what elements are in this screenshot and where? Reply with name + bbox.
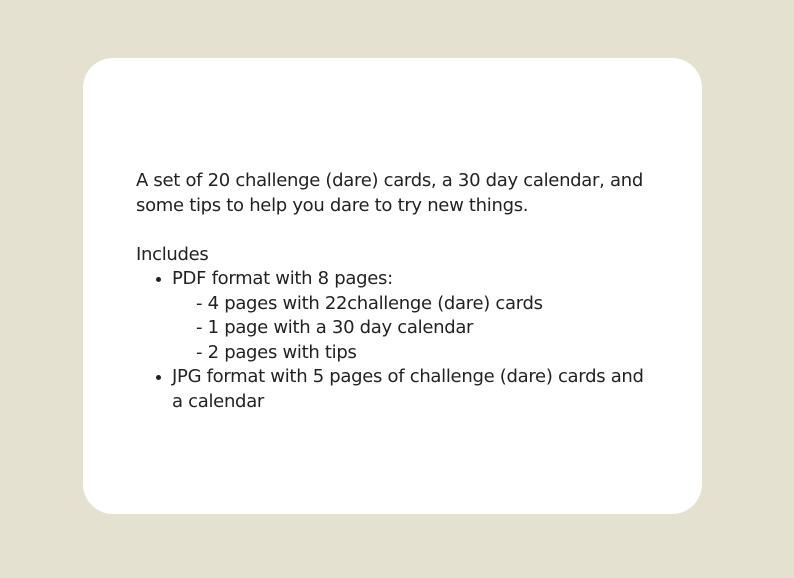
- intro-paragraph: A set of 20 challenge (dare) cards, a 30 day calendar, and some tips to help you dare to try new things.: [136, 170, 643, 216]
- sub-list-item: - 2 pages with tips: [196, 341, 357, 363]
- description-card: [83, 58, 702, 514]
- description-content: [136, 169, 656, 414]
- paragraph-spacer: [136, 218, 656, 243]
- includes-list: [136, 267, 656, 414]
- sub-list-item: - 4 pages with 22challenge (dare) cards: [196, 292, 543, 314]
- list-item: [136, 267, 656, 365]
- list-item: [136, 365, 656, 414]
- sub-list-item: - 1 page with a 30 day calendar: [196, 317, 474, 338]
- sub-list: [172, 292, 656, 366]
- list-item-text: PDF format with 8 pages:: [172, 268, 393, 289]
- list-item-text: JPG format with 5 pages of challenge (dare) cards and a calendar: [172, 366, 644, 412]
- includes-label: Includes: [136, 243, 209, 265]
